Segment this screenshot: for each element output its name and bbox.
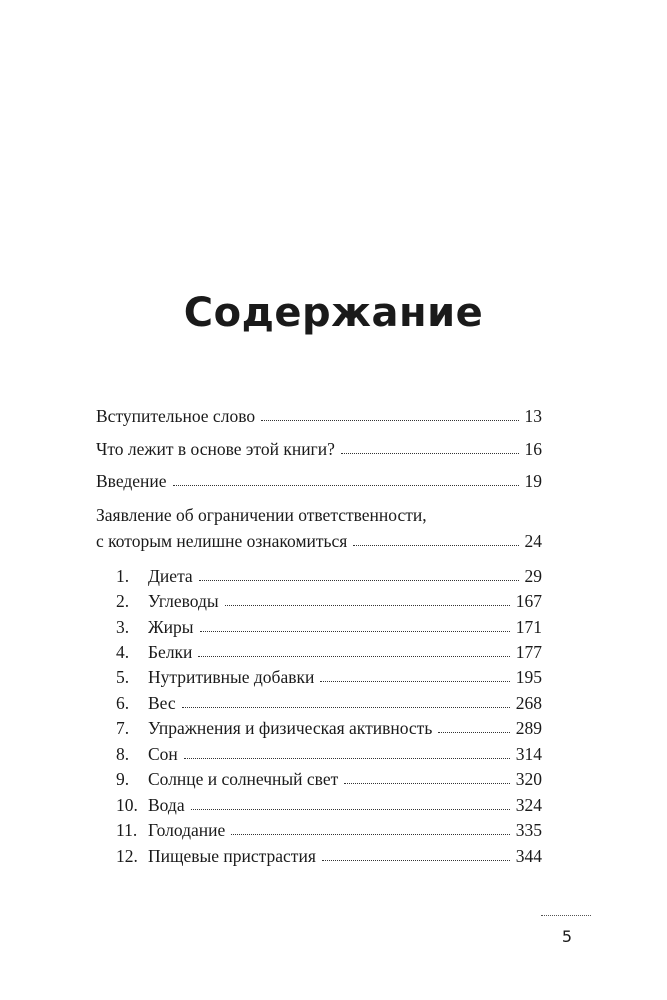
chapter-number: 5. (116, 667, 130, 687)
toc-chapter[interactable] (96, 845, 542, 867)
toc-chapter[interactable] (96, 743, 542, 765)
chapter-page: 177 (515, 642, 542, 662)
chapter-number: 10. (116, 795, 138, 815)
chapter-page: 171 (515, 617, 542, 637)
toc-chapter[interactable] (96, 692, 542, 714)
chapter-title: Упражнения и физическая активность (148, 718, 433, 738)
table-of-contents (96, 0, 542, 1000)
toc-chapter[interactable] (96, 666, 542, 688)
chapter-page: 324 (515, 795, 542, 815)
chapter-page: 314 (515, 744, 542, 764)
chapter-title: Пищевые пристрастия (148, 846, 316, 866)
chapter-page: 320 (515, 769, 542, 789)
dot-leader (225, 604, 510, 606)
dot-leader (438, 731, 509, 733)
toc-chapter[interactable] (96, 768, 542, 790)
dot-leader (198, 655, 509, 657)
toc-chapter[interactable] (96, 641, 542, 663)
toc-entry-label: Вступительное слово (96, 406, 256, 426)
chapter-page: 195 (515, 667, 542, 687)
chapter-number: 12. (116, 846, 138, 866)
toc-entry-page: 24 (524, 531, 542, 551)
toc-entry-disclaimer-line1[interactable]: Заявление об ограничении ответственности, (96, 505, 427, 525)
dot-leader (322, 859, 510, 861)
chapter-title: Вес (148, 693, 176, 713)
chapter-title: Углеводы (148, 591, 219, 611)
toc-chapter[interactable] (96, 590, 542, 612)
toc-entry-page: 19 (524, 471, 542, 491)
chapter-page: 335 (515, 820, 542, 840)
dot-leader (261, 419, 518, 421)
chapter-number: 7. (116, 718, 130, 738)
toc-entry-label: Введение (96, 471, 167, 491)
toc-entry-page: 16 (524, 439, 542, 459)
chapter-title: Голодание (148, 820, 226, 840)
toc-entry-disclaimer[interactable] (96, 530, 542, 552)
chapter-number: 9. (116, 769, 130, 789)
dot-leader (200, 630, 510, 632)
toc-entry-basis[interactable] (96, 438, 542, 460)
dot-leader (231, 833, 510, 835)
chapter-page: 268 (515, 693, 542, 713)
toc-entry-page: 13 (524, 406, 542, 426)
toc-entry-label: Что лежит в основе этой книги? (96, 439, 335, 459)
chapter-number: 3. (116, 617, 130, 637)
dot-leader (182, 706, 510, 708)
toc-chapter[interactable] (96, 565, 542, 587)
chapter-number: 1. (116, 566, 130, 586)
chapter-number: 8. (116, 744, 130, 764)
chapter-page: 167 (515, 591, 542, 611)
chapter-page: 344 (515, 846, 542, 866)
toc-entry-label: с которым нелишне ознакомиться (96, 531, 348, 551)
chapter-number: 2. (116, 591, 130, 611)
dot-leader (184, 757, 510, 759)
chapter-title: Диета (148, 566, 193, 586)
toc-chapter[interactable] (96, 717, 542, 739)
chapter-title: Сон (148, 744, 178, 764)
chapter-number: 6. (116, 693, 130, 713)
chapter-page: 29 (524, 566, 542, 586)
dot-leader (344, 782, 509, 784)
toc-chapter[interactable] (96, 616, 542, 638)
footer-dot-rule (541, 914, 591, 916)
dot-leader (320, 680, 509, 682)
toc-chapter[interactable] (96, 819, 542, 841)
chapter-number: 11. (116, 820, 138, 840)
page-number: 5 (561, 927, 573, 946)
toc-entry-foreword[interactable] (96, 405, 542, 427)
chapter-title: Солнце и солнечный свет (148, 769, 339, 789)
chapter-title: Жиры (148, 617, 194, 637)
toc-chapter[interactable] (96, 794, 542, 816)
dot-leader (199, 579, 519, 581)
chapter-page: 289 (515, 718, 542, 738)
dot-leader (173, 484, 519, 486)
dot-leader (353, 544, 518, 546)
page-title: Содержание (183, 290, 484, 336)
chapter-title: Нутритивные добавки (148, 667, 315, 687)
dot-leader (191, 808, 510, 810)
dot-leader (341, 452, 519, 454)
chapter-number: 4. (116, 642, 130, 662)
chapter-title: Вода (148, 795, 185, 815)
toc-entry-introduction[interactable] (96, 470, 542, 492)
chapter-title: Белки (148, 642, 193, 662)
